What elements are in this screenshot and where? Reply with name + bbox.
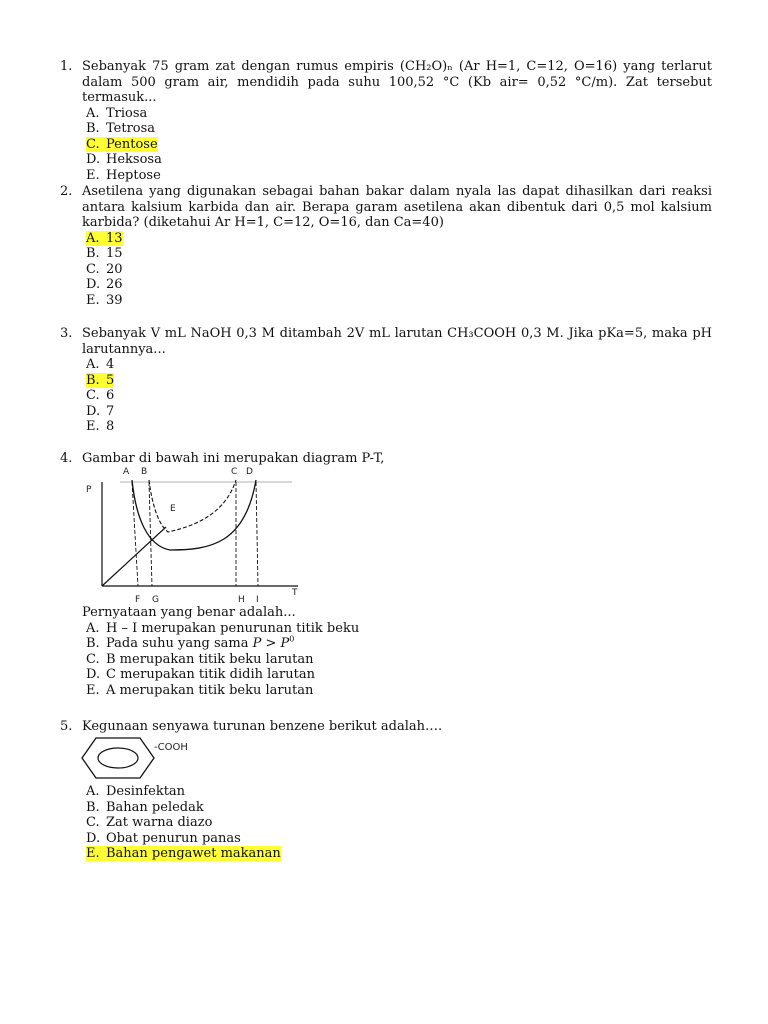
option-c: C. 20: [86, 261, 123, 277]
label-f: F: [135, 595, 141, 605]
option-b: B. Tetrosa: [86, 121, 156, 136]
question-5-options: [60, 784, 712, 862]
label-i: I: [256, 595, 259, 605]
question-number: 5.: [60, 719, 73, 734]
label-d: D: [246, 467, 253, 477]
option-a: A. 13: [86, 230, 123, 246]
option-c: C. 6: [86, 388, 115, 403]
question-2: [60, 184, 712, 308]
label-b: B: [141, 467, 148, 477]
aromatic-circle: [98, 748, 138, 768]
pt-diagram: [80, 464, 320, 606]
question-text: Sebanyak 75 gram zat dengan rumus empiris (CH₂O)ₙ (Ar H=1, C=12, O=16) yang terlarut dalam 500 gram air, mendidih pada suhu 100,52 °C (Kb air= 0,52 °C/m). Zat tersebut termasuk...: [82, 59, 712, 105]
question-text: Asetilena yang digunakan sebagai bahan bakar dalam nyala las dapat dihasilkan dari reaksi antara kalsium karbida dan air. Berapa garam asetilena akan dibentuk dari 0,5 mol kalsium karbida? (diketahui Ar H=1, C=12, O=16, dan Ca=40): [82, 184, 712, 230]
option-d: D. C merupakan titik didih larutan: [86, 667, 315, 682]
option-e: E. A merupakan titik beku larutan: [86, 682, 314, 698]
question-3: [60, 326, 712, 435]
question-4-options: [60, 605, 712, 698]
solution-curve: [149, 480, 236, 532]
option-e: E. Heptose: [86, 167, 161, 183]
option-a: A. 4: [86, 357, 115, 372]
option-b: B. Bahan peledak: [86, 799, 204, 815]
question-prompt: Pernyataan yang benar adalah...: [82, 605, 296, 620]
label-p: P: [86, 485, 92, 495]
option-d: D. Heksosa: [86, 152, 162, 167]
option-a: A. H – I merupakan penurunan titik beku: [86, 620, 360, 636]
guide-b: [149, 482, 152, 586]
option-d: D. 26: [86, 277, 123, 292]
question-number: 4.: [60, 451, 73, 466]
label-c: C: [231, 467, 238, 477]
question-text: Sebanyak V mL NaOH 0,3 M ditambah 2V mL larutan CH₃COOH 0,3 M. Jika pKa=5, maka pH larutannya...: [82, 326, 712, 357]
label-e: E: [170, 504, 176, 514]
label-h: H: [238, 595, 245, 605]
option-a: A. Triosa: [86, 105, 148, 121]
label-a: A: [123, 467, 130, 477]
option-b: B. 15: [86, 246, 123, 261]
cooh-label: -COOH: [154, 742, 188, 753]
question-text: Kegunaan senyawa turunan benzene berikut adalah….: [82, 719, 443, 734]
option-b: B. Pada suhu yang sama $P > P^0$: [86, 634, 295, 651]
benzene-ring: [82, 738, 154, 778]
option-e: E. 8: [86, 419, 115, 434]
option-d: D. Obat penurun panas: [86, 830, 241, 846]
label-t: T: [292, 588, 298, 598]
option-c: C. B merupakan titik beku larutan: [86, 651, 314, 667]
option-d: D. 7: [86, 403, 115, 419]
question-number: 3.: [60, 326, 73, 341]
question-1: [60, 59, 712, 183]
question-number: 1.: [60, 59, 73, 74]
option-c: C. Zat warna diazo: [86, 815, 213, 830]
benzoic-acid-structure: [80, 736, 210, 780]
question-number: 2.: [60, 184, 73, 199]
option-b: B. 5: [86, 372, 115, 388]
guide-d: [256, 482, 258, 586]
question-text: Gambar di bawah ini merupakan diagram P-T,: [82, 451, 385, 466]
option-c: C. Pentose: [86, 136, 158, 152]
option-a: A. Desinfektan: [86, 784, 186, 799]
option-e: E. 39: [86, 292, 123, 308]
option-e: E. Bahan pengawet makanan: [86, 846, 281, 861]
question-5: [60, 719, 712, 735]
sublimation-line: [102, 527, 166, 586]
label-g: G: [152, 595, 159, 605]
